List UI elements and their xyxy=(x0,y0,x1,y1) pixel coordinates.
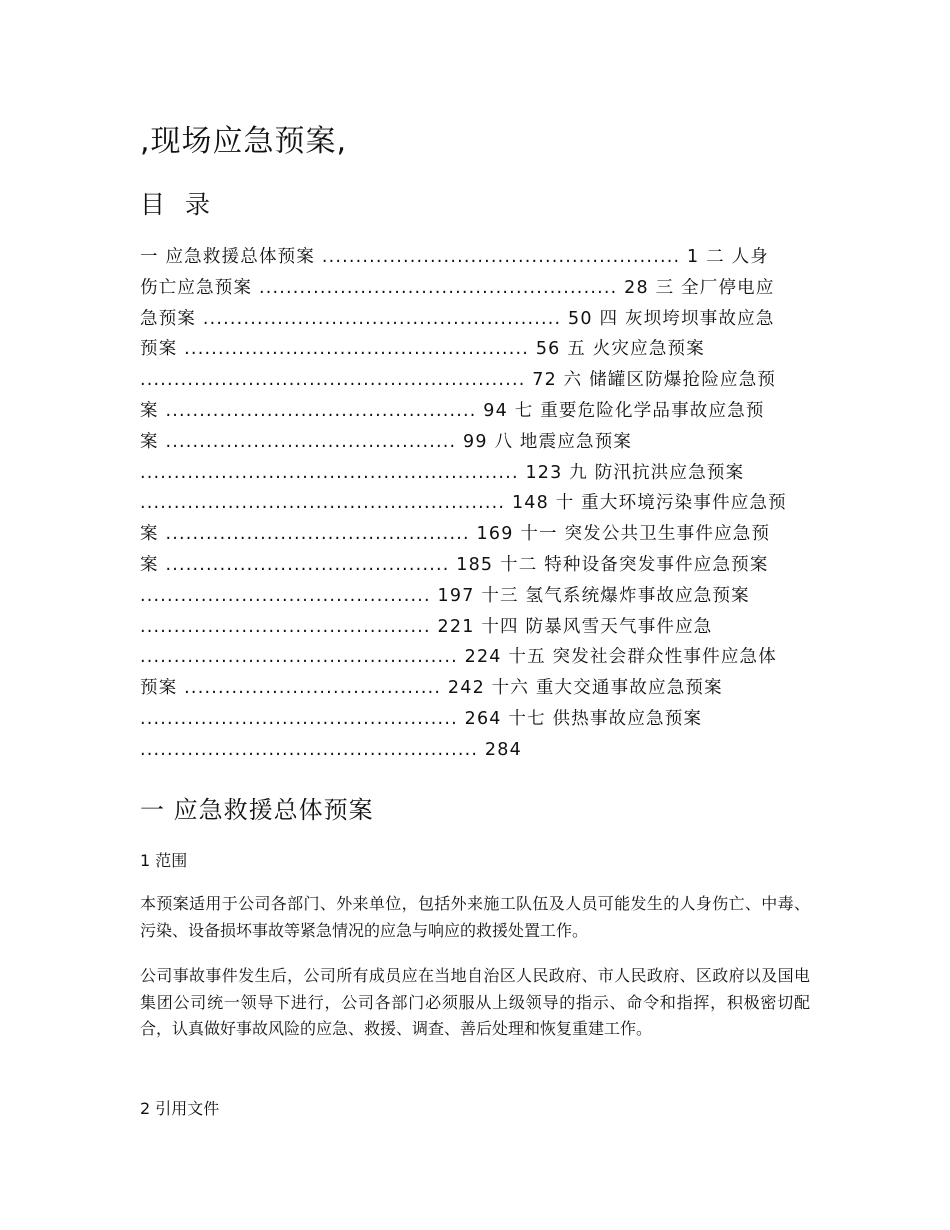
toc-line: 伤亡应急预案 ..................................................... 28 三 全厂停电应 xyxy=(140,277,775,298)
toc-line: 一 应急救援总体预案 ..................................................... 1 二 人身 xyxy=(140,247,769,267)
toc-line: ............................................... 224 十五 突发社会群众性事件应急体 xyxy=(140,647,777,668)
toc-line: 案 .......................................... 185 十二 特种设备突发事件应急预案 xyxy=(140,554,769,575)
document-title: ,现场应急预案, xyxy=(140,124,348,159)
subsection-heading-references: 2 引用文件 xyxy=(140,1099,220,1118)
toc-line: .................................................. 284 xyxy=(140,739,522,760)
toc-line: ........................................................ 123 九 防汛抗洪应急预案 xyxy=(140,462,745,483)
paragraph-scope: 本预案适用于公司各部门、外来单位，包括外来施工队伍及人员可能发生的人身伤亡、中毒、污染、设备损坏事故等紧急情况的应急与响应的救援处置工作。 xyxy=(140,894,810,940)
toc-line: 预案 ...................................... 242 十六 重大交通事故应急预案 xyxy=(140,678,723,699)
toc-line: 案 .............................................. 94 七 重要危险化学品事故应急预 xyxy=(140,400,765,421)
toc-line: 预案 ................................................... 56 五 火灾应急预案 xyxy=(140,339,705,360)
toc-line: 案 ........................................... 99 八 地震应急预案 xyxy=(140,431,633,452)
toc-line: ........................................... 221 十四 防暴风雪天气事件应急 xyxy=(140,616,713,637)
toc-line: 案 ............................................. 169 十一 突发公共卫生事件应急预 xyxy=(140,524,771,545)
subsection-heading-scope: 1 范围 xyxy=(140,851,188,870)
table-of-contents xyxy=(140,242,810,766)
toc-line: ......................................................... 72 六 储罐区防爆抢险应急预 xyxy=(140,370,777,391)
toc-line: ........................................... 197 十三 氢气系统爆炸事故应急预案 xyxy=(140,585,750,606)
section-heading: 一 应急救援总体预案 xyxy=(140,796,374,824)
toc-heading: 目 录 xyxy=(140,190,216,219)
paragraph-response: 公司事故事件发生后，公司所有成员应在当地自治区人民政府、市人民政府、区政府以及国电集团公司统一领导下进行，公司各部门必须服从上级领导的指示、命令和指挥，积极密切配合，认真做好事故风险的应急、救援、调查、善后处理和恢复重建工作。 xyxy=(140,966,810,1038)
toc-line: ...................................................... 148 十 重大环境污染事件应急预 xyxy=(140,493,787,514)
toc-line: ............................................... 264 十七 供热事故应急预案 xyxy=(140,708,703,729)
toc-line: 急预案 ..................................................... 50 四 灰坝垮坝事故应急 xyxy=(140,308,775,329)
